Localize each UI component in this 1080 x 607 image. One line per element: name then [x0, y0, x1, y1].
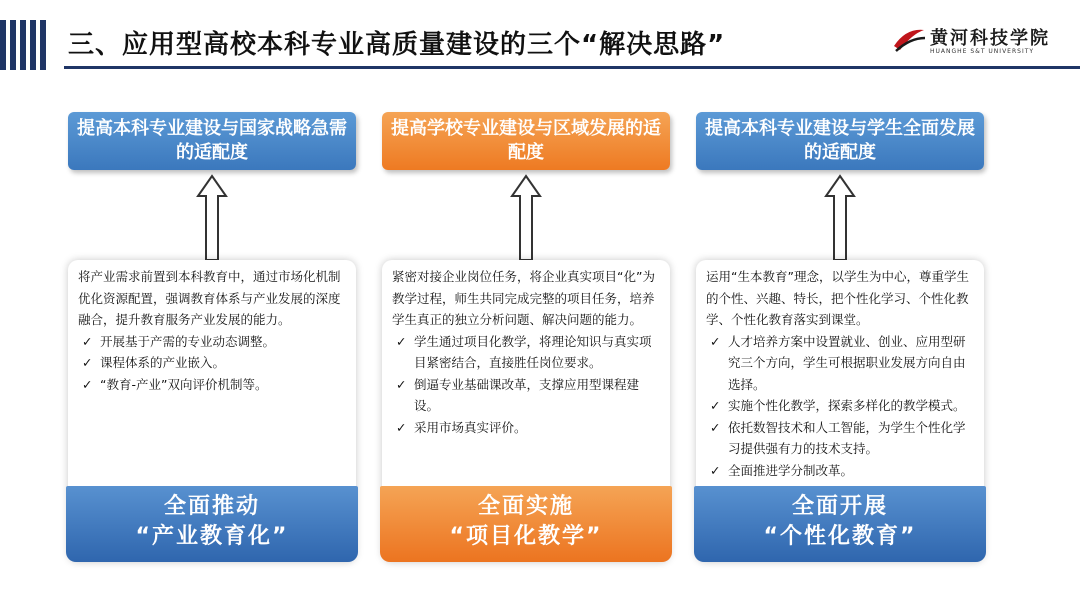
up-arrow-icon: [824, 174, 856, 262]
logo-text: 黄河科技学院: [930, 28, 1050, 49]
check-icon: ✓: [82, 376, 93, 392]
university-logo: [892, 22, 1052, 62]
check-icon: ✓: [396, 419, 407, 435]
list-item: ✓ 开展基于产需的专业动态调整。: [78, 331, 346, 353]
footer-line-1: 全面开展: [791, 494, 888, 519]
footer-line-1: 全面实施: [477, 494, 574, 519]
card-intro: 将产业需求前置到本科教育中，通过市场化机制优化资源配置，强调教育体系与产业发展的深度融合，提升教育服务产业发展的能力。: [78, 269, 341, 327]
footer-line-2: “项目化教学”: [449, 524, 603, 549]
check-icon: ✓: [82, 333, 93, 349]
check-icon: ✓: [710, 419, 721, 435]
check-icon: ✓: [710, 398, 721, 413]
column-footer-banner: [694, 486, 986, 562]
logo-subtext: HUANGHE S&T UNIVERSITY: [930, 48, 1035, 55]
list-item: ✓ “教育-产业”双向评价机制等。: [78, 374, 346, 396]
list-item: ✓ 全面推进学分制改革。: [706, 460, 974, 482]
logo-emblem-icon: [892, 24, 926, 54]
list-item: ✓ 学生通过项目化教学，将理论知识与真实项目紧密结合，直接胜任岗位要求。: [392, 331, 660, 374]
card-list: [392, 331, 660, 439]
column-industry: [68, 112, 356, 549]
column-footer-banner: [380, 486, 672, 562]
up-arrow-icon: [196, 174, 228, 262]
check-icon: ✓: [710, 462, 721, 478]
list-item: ✓ 课程体系的产业嵌入。: [78, 352, 346, 374]
check-icon: ✓: [396, 333, 407, 349]
column-heading: 提高本科专业建设与学生全面发展的适配度: [696, 112, 984, 170]
up-arrow-icon: [510, 174, 542, 262]
footer-line-2: “产业教育化”: [135, 524, 289, 549]
list-item: ✓ 依托数智技术和人工智能，为学生个性化学习提供强有力的技术支持。: [706, 417, 974, 460]
list-item: ✓ 采用市场真实评价。: [392, 417, 660, 439]
card-list: [706, 331, 974, 482]
check-icon: ✓: [82, 355, 93, 370]
title-stripes-decoration: [0, 20, 48, 70]
column-heading: 提高本科专业建设与国家战略急需的适配度: [68, 112, 356, 170]
card-intro: 运用“生本教育”理念，以学生为中心，尊重学生的个性、兴趣、特长，把个性化学习、个性化教学、个性化教育落实到课堂。: [706, 269, 969, 327]
column-heading: 提高学校专业建设与区域发展的适配度: [382, 112, 670, 170]
check-icon: ✓: [396, 376, 407, 392]
list-item: ✓ 实施个性化教学，探索多样化的教学模式。: [706, 395, 974, 417]
title-underline: [64, 66, 1080, 69]
card-list: [78, 331, 346, 396]
footer-line-1: 全面推动: [163, 494, 260, 519]
column-footer-banner: [66, 486, 358, 562]
column-project: [382, 112, 670, 549]
list-item: ✓ 人才培养方案中设置就业、创业、应用型研究三个方向，学生可根据职业发展方向自由选择。: [706, 331, 974, 396]
footer-line-2: “个性化教育”: [763, 524, 917, 549]
card-intro: 紧密对接企业岗位任务，将企业真实项目“化”为教学过程，师生共同完成完整的项目任务，培养学生真正的独立分析问题、解决问题的能力。: [392, 269, 655, 327]
list-item: ✓ 倒逼专业基础课改革，支撑应用型课程建设。: [392, 374, 660, 417]
page-title: 三、应用型高校本科专业高质量建设的三个“解决思路”: [68, 30, 726, 60]
column-personalized: [696, 112, 984, 549]
check-icon: ✓: [710, 333, 721, 349]
